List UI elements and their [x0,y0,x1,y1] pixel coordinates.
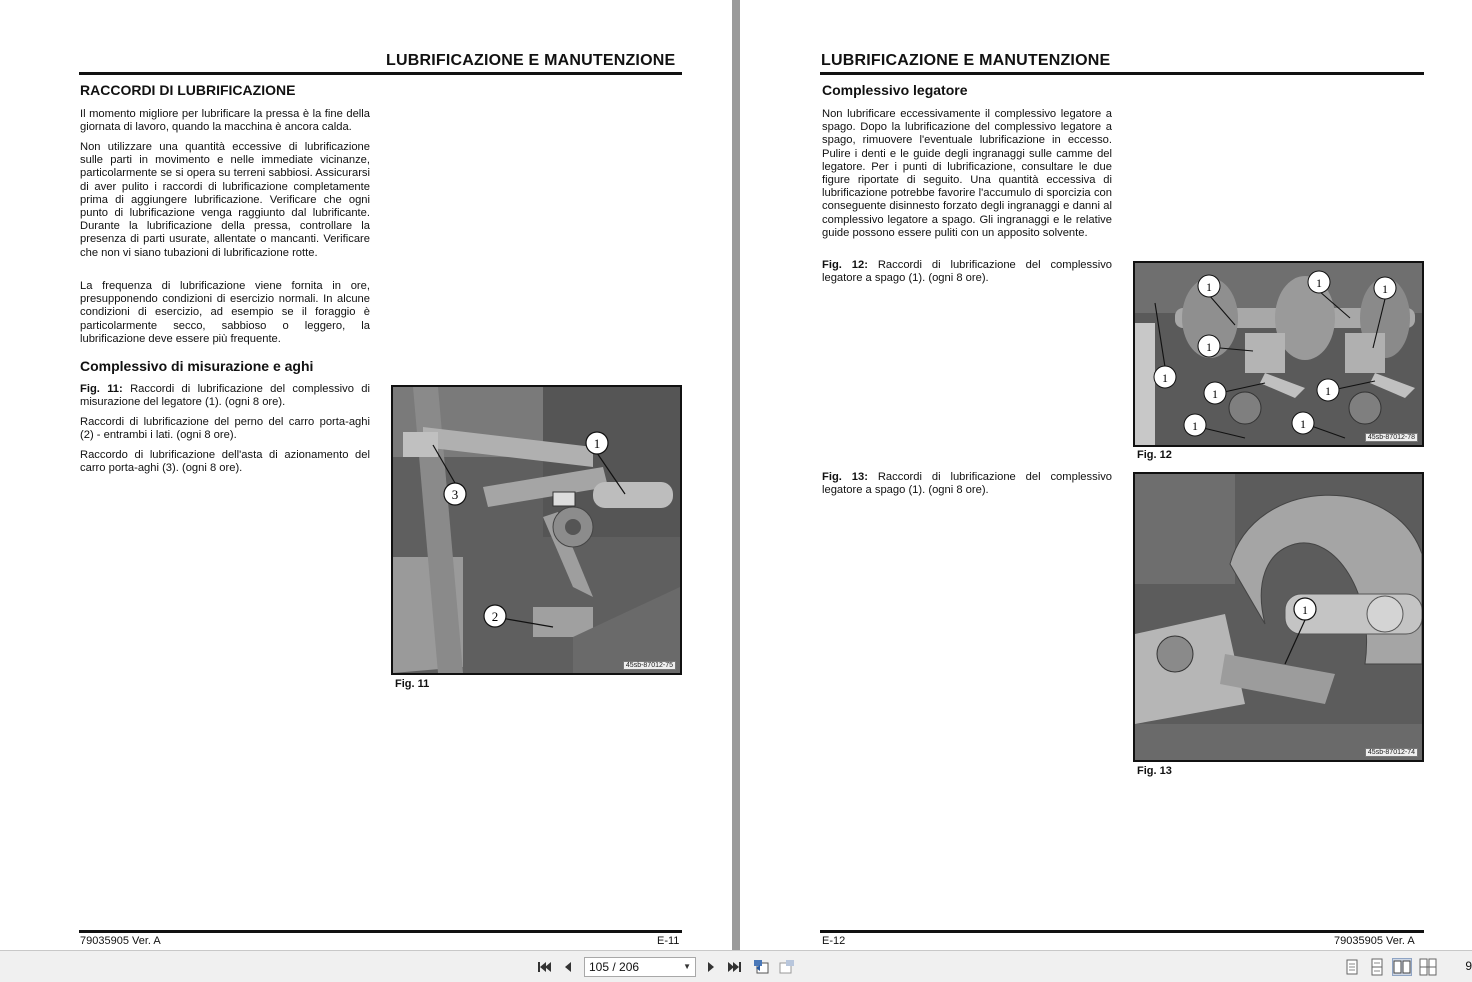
zoom-level-partial[interactable]: 9 [1465,959,1472,973]
two-page-view-button[interactable] [1392,958,1412,976]
page-number-input[interactable] [584,957,696,977]
figure-11-photo [391,385,682,675]
callout-1: 1 [1192,419,1198,433]
figure-ref-label: Fig. 12: [822,259,868,271]
figure-ref-label: Fig. 13: [822,471,868,483]
footer-page-number: E-11 [657,935,680,947]
viewer-toolbar [0,950,1472,982]
figure-image-id: 45sb-87012-75 [623,661,676,670]
callout-1: 1 [1212,387,1218,401]
section-title: Complessivo legatore [822,82,968,98]
callout-1: 1 [1300,417,1306,431]
subsection-title: Complessivo di misurazione e aghi [80,358,314,374]
callout-overlay [1135,474,1422,760]
header-rule [820,72,1424,75]
paragraph: La frequenza di lubrificazione viene fornita in ore, presupponendo condizioni di esercizio normali. In alcune condizioni di esercizio, ad esempio se il foraggio è particolarmente secco, sabbioso o leggero, la lubrificazione deve essere più frequente. [80,280,370,345]
header-rule [79,72,682,75]
figure-image-id: 45sb-87012-78 [1365,433,1418,442]
figure-ref-text: Raccordi di lubrificazione del complessivo legatore a spago (1). (ogni 8 ore). [822,259,1113,285]
callout-1: 1 [1325,384,1331,398]
figure-image-id: 45sb-87012-74 [1365,748,1418,757]
figure-caption: Fig. 12 [1137,449,1172,461]
last-page-button[interactable] [727,959,743,975]
back-view-icon [753,959,769,975]
callout-3: 3 [451,487,459,502]
footer-rule [79,930,682,933]
previous-page-icon [560,959,576,975]
paragraph: Non lubrificare eccessivamente il complessivo legatore a spago. Dopo la lubrificazione del complessivo legatore a spago, rimuovere l'eventuale lubrificazione in eccesso. Pulire i denti e le guide degli ingranaggi sulle camme del legatore. Per i punti di lubrificazione, consultare le due figure riportate di seguito. Una quantità eccessiva di lubrificazione potrebbe favorire l'accumulo di sporcizia con conseguente disinnesto forzato degli ingranaggi e danni al complessivo legatore a spago. Gli ingranaggi e le relative guide possono essere puliti con un apposito solvente. [822,108,1112,239]
callout-1: 1 [1206,340,1212,354]
paragraph: Il momento migliore per lubrificare la pressa è la fine della giornata di lavoro, quando la macchina è ancora calda. [80,108,370,134]
page-header: LUBRIFICAZIONE E MANUTENZIONE [386,52,676,69]
figure-reference [822,259,1112,285]
callout-2: 2 [491,609,499,624]
figure-ref-text: Raccordi di lubrificazione del complessivo legatore a spago (1). (ogni 8 ore). [822,471,1113,497]
chevron-down-icon[interactable]: ▼ [683,962,691,971]
page-header: LUBRIFICAZIONE E MANUTENZIONE [821,52,1111,69]
two-page-icon [1393,959,1411,975]
two-page-continuous-icon [1418,958,1438,976]
next-page-icon [703,959,719,975]
figure-12-photo [1133,261,1424,447]
forward-view-icon [779,959,795,975]
paragraph: Non utilizzare una quantità eccessive di lubrificazione sulle parti in movimento e nelle immediate vicinanze, particolarmente se si opera su terreni sabbiosi. Assicurarsi di aver pulito i raccordi di lubrificazione completamente prima di aggiungere lubrificazione. Verificare che ogni punto di lubrificazione venga raggiunto dal lubrificante. Durante la lubrificazione della pressa, controllare la presenza di parti usurate, allentate o mancanti. Verificare che non vi siano tubazioni di lubrificazione rotte. [80,141,370,259]
continuous-page-icon [1367,958,1387,976]
paragraph: Raccordo di lubrificazione dell'asta di azionamento del carro porta-aghi (3). (ogni 8 ore). [80,449,370,475]
footer-doc-number: 79035905 Ver. A [1334,935,1415,947]
callout-1: 1 [1206,280,1212,294]
right-page [740,0,1472,950]
figure-caption: Fig. 11 [395,678,430,690]
callout-overlay [393,387,680,673]
figure-ref-text: Raccordi di lubrificazione del complessivo di misurazione del legatore (1). (ogni 8 ore). [80,383,371,409]
first-page-button[interactable] [536,959,552,975]
callout-1: 1 [593,436,601,451]
back-view-button[interactable] [753,959,769,975]
last-page-icon [727,959,743,975]
first-page-icon [536,959,552,975]
section-title: RACCORDI DI LUBRIFICAZIONE [80,82,296,98]
page-indicator: 105 / 206 [589,960,640,974]
callout-overlay [1135,263,1422,445]
callout-1: 1 [1382,282,1388,296]
figure-13-photo [1133,472,1424,762]
figure-caption: Fig. 13 [1137,765,1172,777]
footer-doc-number: 79035905 Ver. A [80,935,161,947]
footer-rule [820,930,1424,933]
footer-page-number: E-12 [822,935,846,947]
forward-view-button[interactable] [779,959,795,975]
next-page-button[interactable] [703,959,719,975]
previous-page-button[interactable] [560,959,576,975]
paragraph: Raccordi di lubrificazione del perno del carro porta-aghi (2) - entrambi i lati. (ogni 8 ore). [80,416,370,442]
figure-reference [80,383,370,409]
callout-1: 1 [1162,371,1168,385]
single-page-view-button[interactable] [1342,958,1362,976]
single-page-icon [1342,958,1362,976]
two-page-continuous-view-button[interactable] [1418,958,1438,976]
callout-1: 1 [1316,276,1322,290]
left-page [0,0,732,950]
figure-reference [822,471,1112,497]
callout-1: 1 [1302,603,1308,617]
figure-ref-label: Fig. 11: [80,383,123,395]
continuous-view-button[interactable] [1367,958,1387,976]
page-gutter [732,0,740,950]
